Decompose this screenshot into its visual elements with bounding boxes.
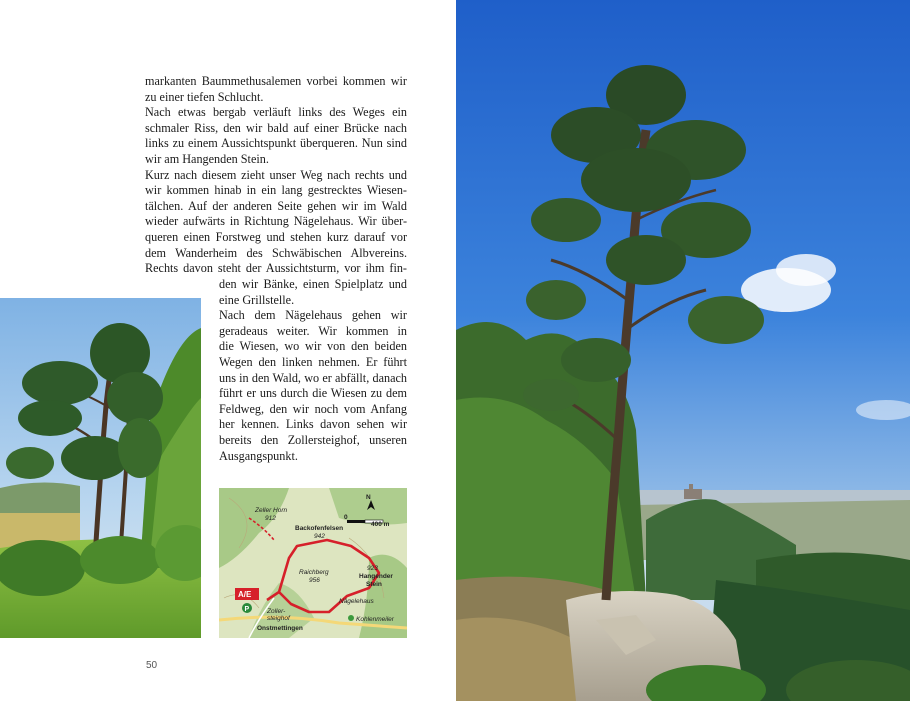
label-onstmettingen: Onstmettingen — [257, 625, 303, 632]
text-line: uns in den Wald, wo er abfällt, danach — [219, 370, 407, 385]
text-line: markanten Baummethusalemen vorbei kommen wir — [145, 74, 407, 88]
scale-distance: 400 m — [371, 521, 390, 528]
text-line: Nach etwas bergab verläuft links des Weges ein — [145, 105, 407, 120]
label-hangender-stein: Hangender — [359, 573, 393, 580]
text-line: geradeaus weiter. Wir kommen in — [219, 323, 407, 338]
text-line: wir kommen hinab in ein lang gestrecktes Wiesen- — [145, 183, 407, 198]
text-line: her kennen. Links davon sehen wir — [219, 417, 407, 432]
text-line: Wegen den linken nehmen. Er führt — [219, 354, 407, 369]
text-line: Nach dem Nägelehaus gehen wir — [219, 308, 407, 323]
label-hangender-stein-2: Stein — [366, 581, 382, 588]
scale-zero: 0 — [344, 514, 348, 521]
label-zollersteighof: Zoller- — [267, 608, 286, 615]
text-line: wieder aufwärts in Richtung Nägelehaus. Wir über- — [145, 214, 407, 229]
photo-raichberg-trees — [0, 298, 201, 638]
label-backofenfelsen: Backofenfelsen — [295, 525, 344, 532]
body-text-lower — [219, 277, 407, 464]
label-kohlenmeiler: Kohlenmeiler — [356, 616, 394, 623]
body-text-upper — [145, 74, 407, 277]
text-line: dem Wanderheim des Schwäbischen Albvereins. — [145, 245, 407, 260]
route-badge: A/E — [238, 590, 252, 599]
text-line: queren einen Forstweg und stehen kurz darauf vor — [145, 229, 407, 244]
label-zollersteighof-2: steighof — [267, 615, 290, 622]
text-line: den wir Bänke, einen Spielplatz und — [219, 277, 407, 291]
label-naegelehaus: Nägelehaus — [339, 598, 374, 605]
page-number: 50 — [146, 660, 158, 671]
text-line: Kurz nach diesem zieht unser Weg nach rechts und — [145, 167, 407, 182]
text-line: die Wiesen, wo wir von den beiden — [219, 339, 407, 354]
text-line: bereits den Zollersteighof, unseren — [219, 432, 407, 447]
text-line: eine Grillstelle. — [219, 292, 295, 307]
label-hangender-stein-alt: 923 — [367, 565, 378, 572]
parking-icon: P — [244, 606, 250, 613]
text-line: tälchen. Auf der anderen Seite gehen wir im Wald — [145, 198, 407, 213]
text-line: zu einer tiefen Schlucht. — [145, 89, 264, 104]
label-zeller-horn-alt: 912 — [265, 515, 276, 522]
label-raichberg-alt: 956 — [309, 577, 320, 584]
photo-pine-tree-hohenzollern-view — [456, 0, 910, 701]
text-line: wir am Hangenden Stein. — [145, 151, 269, 166]
text-line: schmaler Riss, den wir bald auf einer Brücke nach — [145, 120, 407, 135]
label-backofenfelsen-alt: 942 — [314, 533, 325, 540]
text-line: Rechts davon steht der Aussichtsturm, vor ihm fin- — [145, 261, 407, 276]
text-line: führt er uns durch die Wiesen zu dem — [219, 386, 407, 401]
north-label: N — [366, 494, 371, 501]
text-line: Feldweg, den wir noch vom Anfang — [219, 401, 407, 416]
label-raichberg: Raichberg — [299, 569, 329, 576]
label-zeller-horn: Zeller Horn — [255, 507, 288, 514]
text-line: links zu einem Aussichtspunkt überqueren. Nun sind — [145, 136, 407, 151]
route-map — [219, 488, 407, 638]
text-line: Ausgangspunkt. — [219, 448, 298, 463]
